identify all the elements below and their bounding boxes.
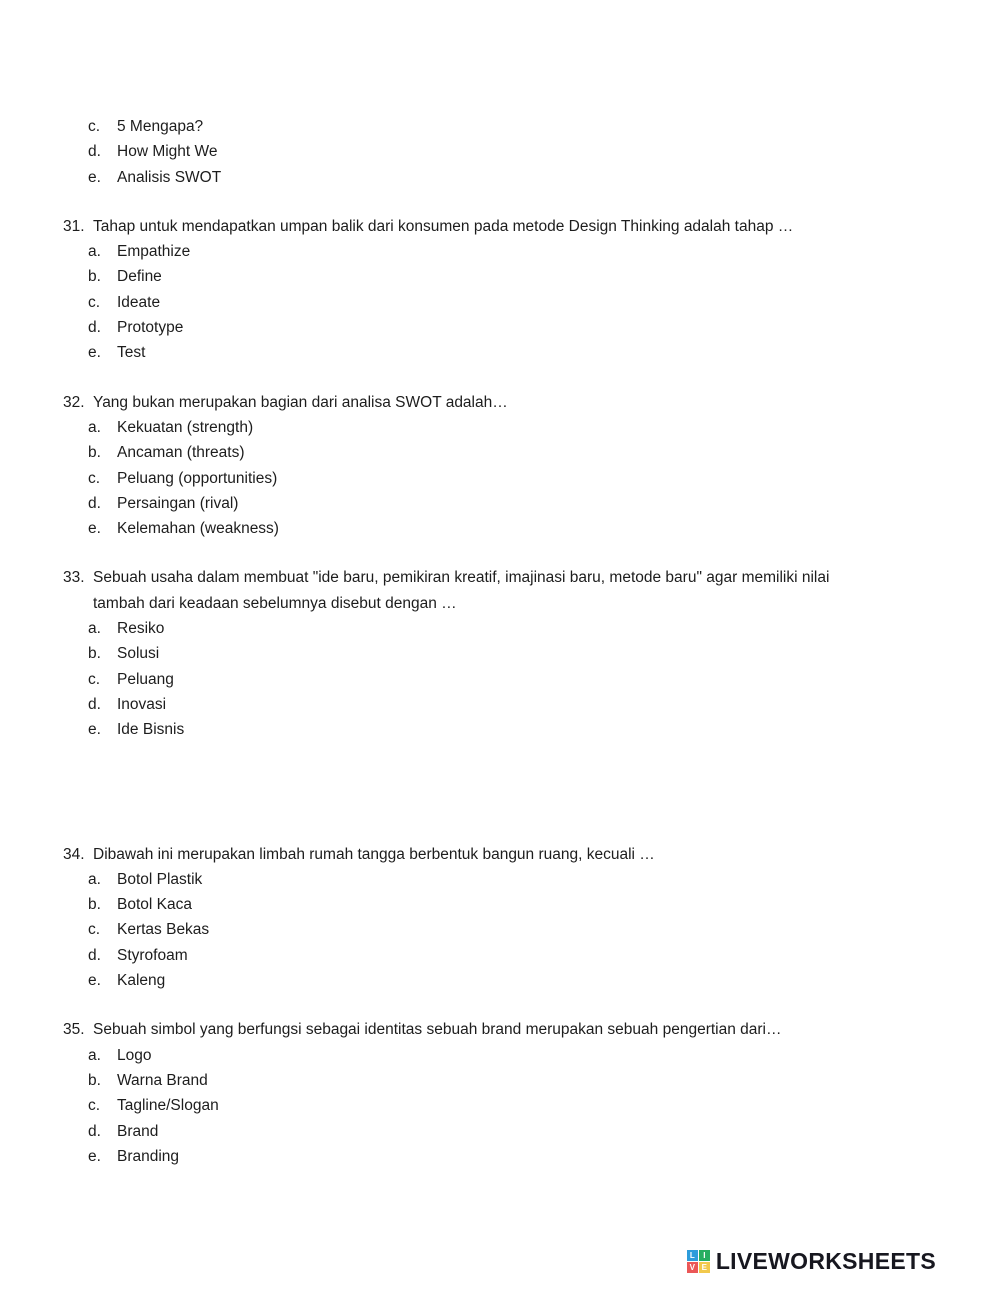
question-text: Sebuah simbol yang berfungsi sebagai identitas sebuah brand merupakan sebuah pengertian dari… (93, 1021, 782, 1039)
option-letter: c. (88, 469, 101, 487)
option-text: Inovasi (117, 695, 167, 713)
option-text: Empathize (117, 243, 191, 261)
option-text: Botol Plastik (117, 870, 203, 888)
answer-option[interactable] (63, 139, 870, 164)
question-text: Dibawah ini merupakan limbah rumah tangga berbentuk bangun ruang, kecuali … (93, 845, 655, 863)
option-text: Prototype (117, 319, 184, 337)
option-letter: d. (88, 695, 101, 713)
option-letter: e. (88, 344, 101, 362)
answer-option[interactable] (63, 114, 870, 139)
option-letter: e. (88, 721, 101, 739)
option-text: Solusi (117, 645, 160, 663)
option-letter: c. (88, 293, 101, 311)
answer-option[interactable] (63, 315, 870, 340)
answer-option[interactable] (63, 466, 870, 491)
option-letter: e. (88, 168, 101, 186)
question-block (63, 842, 870, 994)
leading-options-list (63, 114, 870, 190)
option-letter: a. (88, 243, 101, 261)
option-letter: a. (88, 870, 101, 888)
answer-option[interactable] (63, 264, 870, 289)
option-text: Ancaman (threats) (117, 444, 245, 462)
option-text: Analisis SWOT (117, 168, 222, 186)
question-number: 31. (63, 217, 85, 235)
answer-option[interactable] (63, 516, 870, 541)
answer-option[interactable] (63, 867, 870, 892)
answer-option[interactable] (63, 340, 870, 365)
option-letter: a. (88, 1046, 101, 1064)
brand-text: LIVEWORKSHEETS (715, 1248, 936, 1274)
answer-option[interactable] (63, 968, 870, 993)
answer-option[interactable] (63, 692, 870, 717)
option-text: Kaleng (117, 972, 166, 990)
option-text: Kekuatan (strength) (117, 418, 254, 436)
question-line (63, 842, 870, 867)
logo-cell-i: I (699, 1250, 710, 1261)
option-letter: b. (88, 1071, 101, 1089)
answer-option[interactable] (63, 892, 870, 917)
question-line (63, 1017, 870, 1042)
option-letter: a. (88, 418, 101, 436)
option-letter: c. (88, 1097, 101, 1115)
answer-option[interactable] (63, 917, 870, 942)
answer-option[interactable] (63, 717, 870, 742)
option-letter: e. (88, 1147, 101, 1165)
option-letter: c. (88, 921, 101, 939)
answer-option[interactable] (63, 415, 870, 440)
question-line (63, 390, 870, 415)
answer-option[interactable] (63, 1043, 870, 1068)
option-text: Botol Kaca (117, 896, 192, 914)
option-text: Test (117, 344, 146, 362)
option-text: How Might We (117, 143, 218, 161)
option-letter: b. (88, 896, 101, 914)
question-text: Tahap untuk mendapatkan umpan balik dari konsumen pada metode Design Thinking adalah tahap … (93, 217, 794, 235)
option-letter: d. (88, 946, 101, 964)
option-letter: c. (88, 118, 101, 135)
option-text: 5 Mengapa? (117, 118, 204, 135)
logo-cell-l: L (687, 1250, 698, 1261)
option-letter: d. (88, 319, 101, 337)
answer-option[interactable] (63, 1068, 870, 1093)
question-number: 34. (63, 845, 85, 863)
question-block (63, 1017, 870, 1169)
option-text: Persaingan (rival) (117, 494, 239, 512)
option-text: Peluang (opportunities) (117, 469, 278, 487)
question-text: Yang bukan merupakan bagian dari analisa SWOT adalah… (93, 393, 508, 411)
answer-option[interactable] (63, 491, 870, 516)
option-text: Ide Bisnis (117, 721, 185, 739)
option-letter: d. (88, 143, 101, 161)
option-letter: a. (88, 620, 101, 638)
question-line (63, 565, 870, 616)
logo-cell-v: V (687, 1262, 698, 1273)
option-letter: b. (88, 645, 101, 663)
option-text: Tagline/Slogan (117, 1097, 219, 1115)
option-text: Brand (117, 1122, 159, 1140)
option-text: Kelemahan (weakness) (117, 520, 279, 538)
question-block (63, 390, 870, 542)
option-letter: c. (88, 670, 101, 688)
option-text: Ideate (117, 293, 161, 311)
answer-option[interactable] (63, 667, 870, 692)
option-text: Peluang (117, 670, 174, 688)
option-letter: b. (88, 268, 101, 286)
option-text: Branding (117, 1147, 180, 1165)
answer-option[interactable] (63, 1093, 870, 1118)
option-text: Logo (117, 1046, 152, 1064)
question-line (63, 214, 870, 239)
logo-cell-e: E (699, 1262, 710, 1273)
answer-option[interactable] (63, 616, 870, 641)
answer-option[interactable] (63, 943, 870, 968)
option-letter: e. (88, 520, 101, 538)
answer-option[interactable] (63, 1144, 870, 1169)
questions-list (63, 214, 870, 1169)
answer-option[interactable] (63, 239, 870, 264)
option-text: Resiko (117, 620, 165, 638)
answer-option[interactable] (63, 165, 870, 190)
option-letter: b. (88, 444, 101, 462)
question-number: 33. (63, 569, 85, 587)
liveworksheets-icon (687, 1250, 710, 1273)
question-number: 32. (63, 393, 85, 411)
question-text: Sebuah usaha dalam membuat "ide baru, pemikiran kreatif, imajinasi baru, metode baru" agar memiliki nilai tambah dari keadaan sebelumnya disebut dengan … (93, 569, 830, 612)
question-block (63, 565, 870, 742)
option-letter: d. (88, 494, 101, 512)
question-number: 35. (63, 1021, 85, 1039)
option-text: Styrofoam (117, 946, 188, 964)
answer-option[interactable] (63, 641, 870, 666)
question-block (63, 214, 870, 366)
option-letter: e. (88, 972, 101, 990)
answer-option[interactable] (63, 1119, 870, 1144)
option-text: Kertas Bekas (117, 921, 210, 939)
option-text: Define (117, 268, 162, 286)
liveworksheets-logo[interactable] (687, 1248, 936, 1275)
answer-option[interactable] (63, 440, 870, 465)
option-letter: d. (88, 1122, 101, 1140)
answer-option[interactable] (63, 290, 870, 315)
option-text: Warna Brand (117, 1071, 208, 1089)
